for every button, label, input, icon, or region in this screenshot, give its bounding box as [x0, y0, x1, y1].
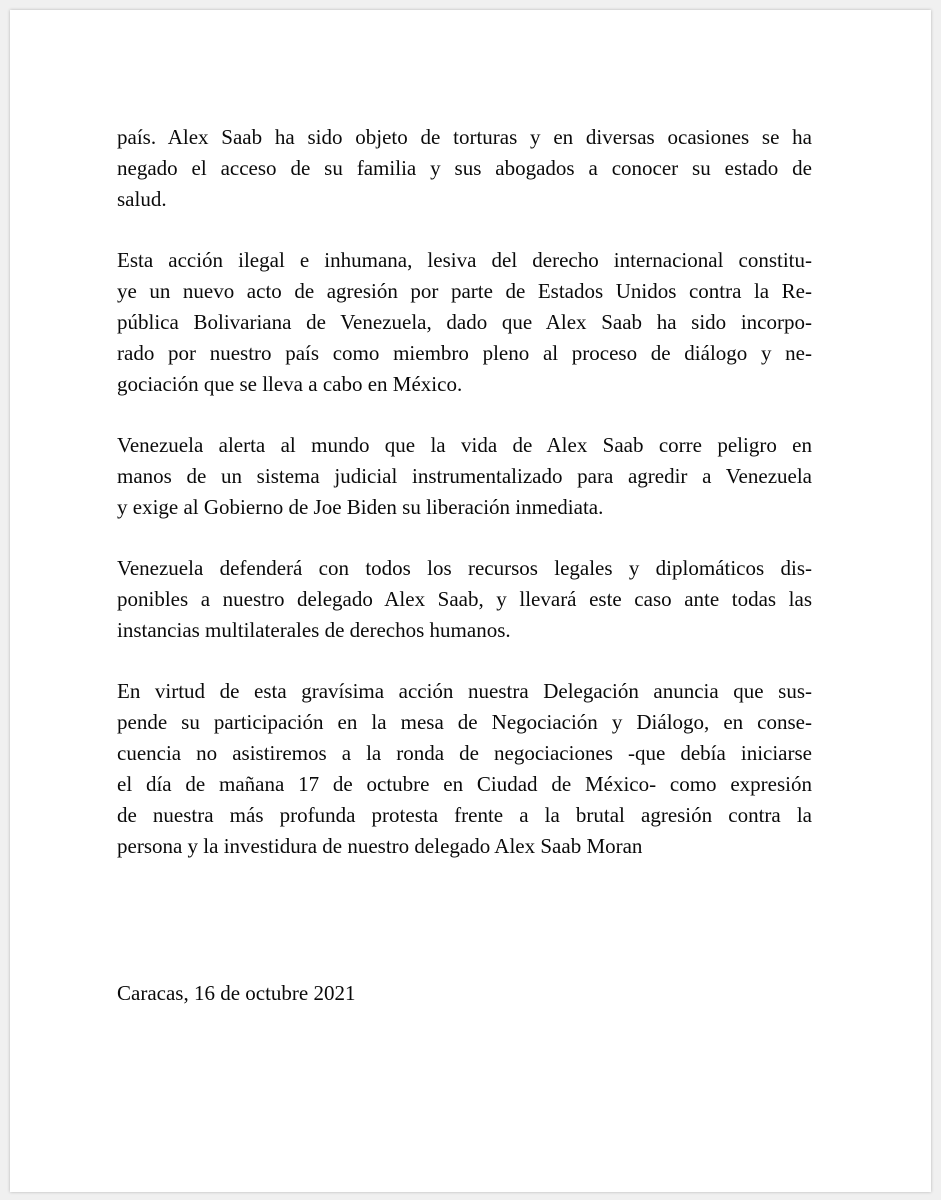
text-line: persona y la investidura de nuestro delegado Alex Saab Moran	[117, 834, 643, 858]
text-line: rado por nuestro país como miembro pleno al proceso de diálogo y ne-	[117, 341, 812, 365]
text-line: En virtud de esta gravísima acción nuestra Delegación anuncia que sus-	[117, 679, 812, 703]
text-line: el día de mañana 17 de octubre en Ciudad de México- como expresión	[117, 772, 812, 796]
text-line: instancias multilaterales de derechos humanos.	[117, 618, 511, 642]
text-line: país. Alex Saab ha sido objeto de torturas y en diversas ocasiones se ha	[117, 125, 812, 149]
text-line: ye un nuevo acto de agresión por parte de Estados Unidos contra la Re-	[117, 279, 812, 303]
text-line: ponibles a nuestro delegado Alex Saab, y llevará este caso ante todas las	[117, 587, 812, 611]
text-line: salud.	[117, 187, 167, 211]
text-line: negado el acceso de su familia y sus abogados a conocer su estado de	[117, 156, 812, 180]
text-line: Esta acción ilegal e inhumana, lesiva del derecho internacional constitu-	[117, 248, 812, 272]
text-line: manos de un sistema judicial instrumentalizado para agredir a Venezuela	[117, 464, 812, 488]
paragraph-5	[117, 676, 812, 862]
document-body	[117, 122, 812, 892]
text-line: de nuestra más profunda protesta frente a la brutal agresión contra la	[117, 803, 812, 827]
paragraph-1	[117, 122, 812, 215]
paragraph-4	[117, 553, 812, 646]
paragraph-2	[117, 245, 812, 400]
document-page	[10, 10, 931, 1192]
paragraph-3	[117, 430, 812, 523]
text-line: pública Bolivariana de Venezuela, dado que Alex Saab ha sido incorpo-	[117, 310, 812, 334]
closing-place-date: Caracas, 16 de octubre 2021	[117, 981, 356, 1005]
text-line: Venezuela alerta al mundo que la vida de Alex Saab corre peligro en	[117, 433, 812, 457]
text-line: cuencia no asistiremos a la ronda de negociaciones -que debía iniciarse	[117, 741, 812, 765]
text-line: Venezuela defenderá con todos los recursos legales y diplomáticos dis-	[117, 556, 812, 580]
text-line: pende su participación en la mesa de Negociación y Diálogo, en conse-	[117, 710, 812, 734]
text-line: gociación que se lleva a cabo en México.	[117, 372, 463, 396]
text-line: y exige al Gobierno de Joe Biden su liberación inmediata.	[117, 495, 604, 519]
